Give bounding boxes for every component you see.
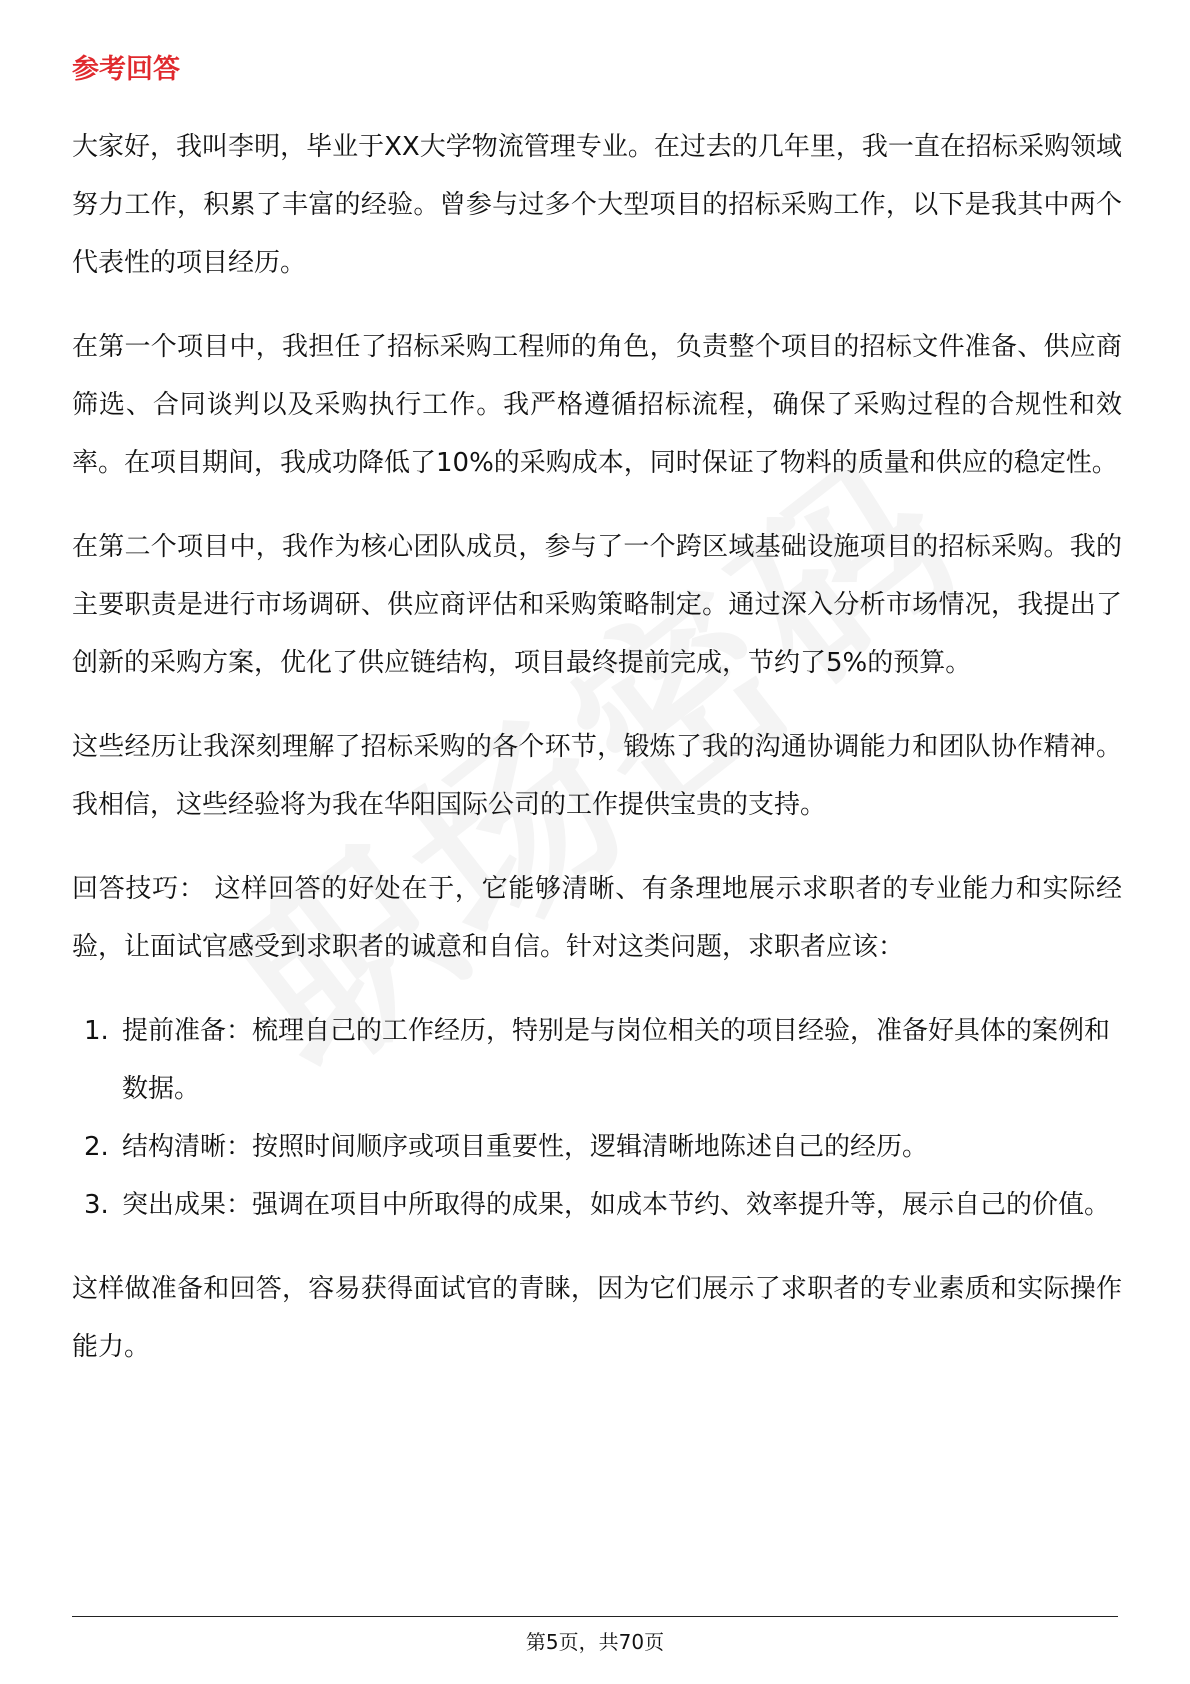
tips-lead: 回答技巧： 这样回答的好处在于，它能够清晰、有条理地展示求职者的专业能力和实际经验，让面试官感受到求职者的诚意和自信。针对这类问题，求职者应该： [72, 874, 1122, 962]
list-item-number: 1. [84, 1016, 109, 1046]
paragraph-intro: 大家好，我叫李明，毕业于XX大学物流管理专业。在过去的几年里，我一直在招标采购领域努力工作，积累了丰富的经验。曾参与过多个大型项目的招标采购工作，以下是我其中两个代表性的项目经历。 [72, 132, 1122, 278]
list-item-text: 结构清晰：按照时间顺序或项目重要性，逻辑清晰地陈述自己的经历。 [122, 1132, 929, 1162]
list-item [72, 1002, 1122, 1118]
page-number: 第5页，共70页 [525, 1630, 665, 1654]
paragraph-project-one: 在第一个项目中，我担任了招标采购工程师的角色，负责整个项目的招标文件准备、供应商筛选、合同谈判以及采购执行工作。我严格遵循招标流程，确保了采购过程的合规性和效率。在项目期间，我成功降低了10%的采购成本，同时保证了物料的质量和供应的稳定性。 [72, 332, 1122, 478]
section-heading: 参考回答 [72, 54, 180, 85]
list-item [72, 1176, 1122, 1234]
list-item-text: 突出成果：强调在项目中所取得的成果，如成本节约、效率提升等，展示自己的价值。 [122, 1190, 1111, 1220]
list-item-number: 2. [84, 1132, 109, 1162]
paragraph-project-two: 在第二个项目中，我作为核心团队成员，参与了一个跨区域基础设施项目的招标采购。我的主要职责是进行市场调研、供应商评估和采购策略制定。通过深入分析市场情况，我提出了创新的采购方案，优化了供应链结构，项目最终提前完成，节约了5%的预算。 [72, 532, 1122, 678]
list-item-number: 3. [84, 1190, 109, 1220]
paragraph-closing: 这样做准备和回答，容易获得面试官的青睐，因为它们展示了求职者的专业素质和实际操作能力。 [72, 1274, 1122, 1362]
list-item-text: 提前准备：梳理自己的工作经历，特别是与岗位相关的项目经验，准备好具体的案例和数据。 [122, 1016, 1111, 1104]
paragraph-summary: 这些经历让我深刻理解了招标采购的各个环节，锻炼了我的沟通协调能力和团队协作精神。我相信，这些经验将为我在华阳国际公司的工作提供宝贵的支持。 [72, 732, 1122, 820]
list-item [72, 1118, 1122, 1176]
answer-content [72, 118, 1122, 1402]
footer-divider [72, 1616, 1118, 1617]
tips-list [72, 1002, 1122, 1234]
